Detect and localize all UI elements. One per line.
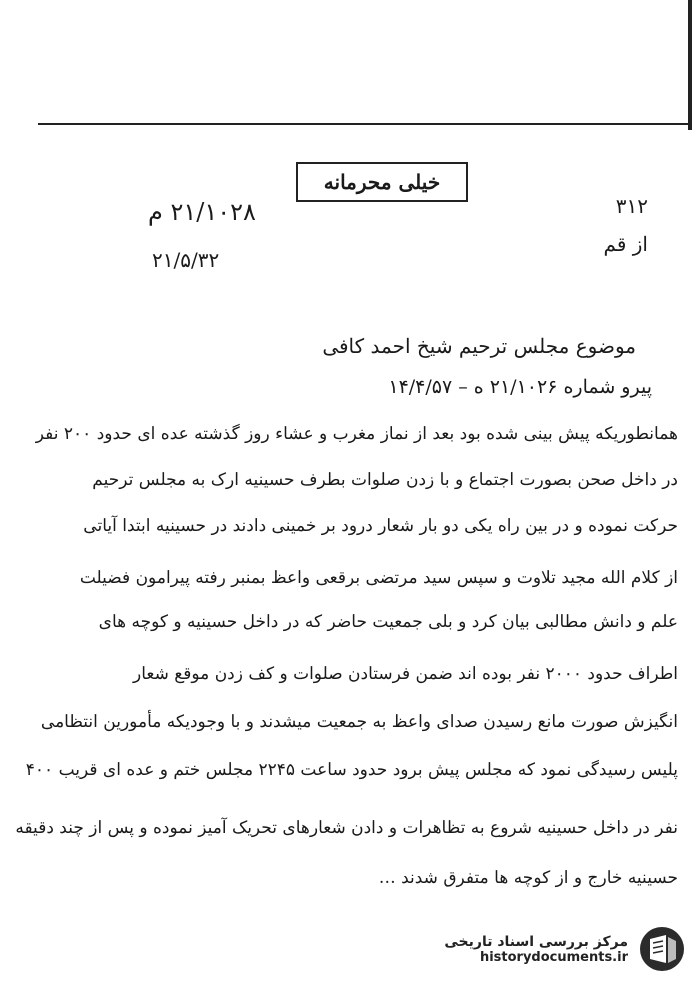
body-line: پلیس رسیدگی نمود که مجلس پیش برود حدود ساعت ۲۲۴۵ مجلس ختم و عده ای قریب ۴۰۰ [25, 760, 678, 780]
body-line: علم و دانش مطالبی بیان کرد و بلی جمعیت حاضر که در داخل حسینیه و کوچه های [98, 612, 678, 632]
body-line: نفر در داخل حسینیه شروع به تظاهرات و دادن شعارهای تحریک آمیز نموده و پس از چند دقیقه [15, 818, 678, 838]
watermark-title: مرکز بررسی اسناد تاریخی [444, 933, 628, 950]
watermark [416, 918, 686, 980]
body-line: همانطوریکه پیش بینی شده بود بعد از نماز مغرب و عشاء روز گذشته عده ای حدود ۲۰۰ نفر [35, 424, 678, 444]
body-line: از کلام الله مجید تلاوت و سپس سید مرتضی برقعی واعظ بمنبر رفته پیرامون فضیلت [79, 568, 678, 588]
body-line: انگیزش صورت مانع رسیدن صدای واعظ به جمعیت میشدند و با وجودیکه مأمورین انتظامی [40, 712, 678, 732]
body-line: در داخل صحن بصورت اجتماع و با زدن صلوات بطرف حسینیه ارک به مجلس ترحیم [92, 470, 678, 490]
body-line: حسینیه خارج و از کوچه ها متفرق شدند … [378, 868, 678, 888]
body-line: حرکت نموده و در بین راه یکی دو بار شعار درود بر خمینی دادند در حسینیه ابتدا آیاتی [83, 516, 678, 536]
followup-reference: پیرو شماره ۲۱/۱۰۲۶ ه – ۱۴/۴/۵۷ [388, 376, 652, 398]
serial-number: ۳۱۲ [615, 194, 648, 218]
subject-line: موضوع مجلس ترحیم شیخ احمد کافی [322, 334, 636, 358]
body-line: اطراف حدود ۲۰۰۰ نفر بوده اند ضمن فرستادن صلوات و کف زدن موقع شعار [132, 664, 678, 684]
watermark-url: historydocuments.ir [479, 949, 628, 965]
classification-stamp: خیلی محرمانه [296, 162, 468, 202]
origin-city: از قم [603, 232, 648, 256]
document-number: ۲۱/۱۰۲۸ م [148, 198, 256, 226]
scan-edge-line [38, 123, 692, 125]
reference-code: ۲۱/۵/۳۲ [152, 248, 220, 272]
archive-logo-icon [638, 925, 686, 973]
scan-margin-bar [688, 0, 692, 130]
